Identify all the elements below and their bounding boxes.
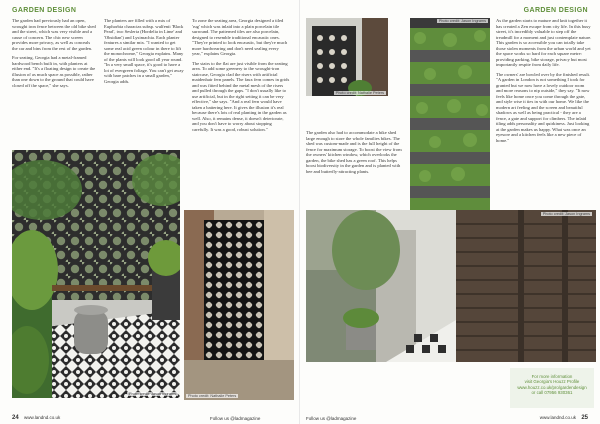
paragraph: To zone the seating area, Georgia designed a tiled 'rug' which was inlaid into a plain porcelain tile surround. The patterned tiles are also porcelain, designed to resemble traditional encaustic ones. "They're printed to look encaustic, but they're much more hardwearing and don't need sealing every year," explains Georgia. xyxy=(192,18,288,56)
paragraph: As the garden starts to mature and knit together it has created a Zen escape from city life. In this busy street, it's incredibly valuable to step off the treadmill for a moment and just contemplate nature. This garden is so accessible you can totally take those stolen moments from the urban world and yet the space works so hard for each square metre: providing parking, bike storage, privacy but most importantly respite from daily life. xyxy=(496,18,592,67)
paragraph: The planters are filled with a mix of Euphorbia characias subsp. wulfenii 'Black Pearl', two Sesleria (Hordelia in Lime' and 'Obsidian') and Lysimachia. Each planter features a similar mix. "I wanted to get some real acid green colour in there to lift the monochrome," Georgia explains. Many of the plants will look good all year round. "In a very small space, it's good to have a lot of evergreen foliage. You can't get away with bare patches in a small garden," Georgia adds. xyxy=(104,18,184,84)
right-column-1 xyxy=(306,130,404,178)
contact-info-box xyxy=(510,368,594,408)
right-footer xyxy=(540,415,588,421)
footer-follow[interactable]: Follow us @ladmagazine xyxy=(306,416,357,421)
section-label: GARDEN DESIGN xyxy=(523,7,588,14)
paragraph: The garden had previously had an open, wrought iron fence between the old bike shed and the street, which was very visible and a cause of concern. The chic new screen provides more privacy, as well as conceals the car and bins from the rest of the garden. xyxy=(12,18,96,51)
right-column-2 xyxy=(496,18,592,147)
paragraph: The garden also had to accommodate a bike shed large enough to store the whole families bikes. The shed was custom-made and is the full height of the fence for maximum storage. To boost the view from the owners' kitchen window, which overlooks the garden, the bike shed has a green roof. This helps boost biodiversity in the garden and is planted with bee and butterfly-attracting plants. xyxy=(306,130,402,174)
left-footer xyxy=(12,415,60,421)
right-page xyxy=(300,0,600,424)
paragraph: The owners' are bowled over by the finished result. "A garden in London is not something I took for granted but we now have a lovely outdoor room and more reasons to nip outside," they say. "It now feels like home once you come through the gate, and style wise it ties in with our home. We like the modern art feeling and the screen and beautiful shadows as well as being practical - they are a fence, a gate and support for climbers. The inlaid tiling adds personality and quirkiness. Just looking at the garden makes us happy. What was once an eyesore and a kitchen feels like a new piece of home." xyxy=(496,71,591,143)
fence-garden-photo xyxy=(306,210,596,362)
sidebar-link[interactable]: www.houzz.co.uk/pro/gardendesign xyxy=(517,384,587,390)
sidebar-line: visit Georgia's Houzz Profile xyxy=(524,379,580,385)
left-column-2 xyxy=(104,18,184,88)
photo-credit: Photo credit: Jason Ingrams xyxy=(128,392,176,396)
garden-seating-photo xyxy=(12,150,180,398)
sidebar-line: For more information xyxy=(531,374,573,379)
footer-url[interactable]: www.landnd.co.uk xyxy=(23,415,61,420)
section-label: GARDEN DESIGN xyxy=(12,7,77,14)
screen-gate-photo xyxy=(184,210,294,400)
sidebar-line: or call 07956 930361 xyxy=(531,390,573,396)
fern-risers-photo xyxy=(410,18,490,218)
shed-gate-photo xyxy=(306,18,388,96)
left-column-1 xyxy=(12,18,96,92)
page-number: 25 xyxy=(581,415,588,421)
photo-credit: Photo credit: Nathalie Peters xyxy=(188,394,237,398)
left-column-3 xyxy=(192,18,290,136)
photo-credit: Photo credit: Jason Ingrams xyxy=(542,212,590,216)
photo-credit: Photo credit: Jason Ingrams xyxy=(438,19,486,23)
paragraph: The stairs to the flat are just visible from the seating area. To add some greenery to the wrought-iron staircase, Georgia clad the risers with artificial maidenhair fern panels. The faux fern comes in grids and was fitted behind the metal mesh of the risers and pulled through the gaps. "I don't usually like to use artificial, but in the right setting it can be very effective," she says. "And a real fern would have taken a battering here. It gives the illusion it's real because there's lots of real planting in the garden as well. Also, it remains dense, it doesn't deteriorate, and you don't have to worry about stopping carefully. It was a good, robust solution." xyxy=(192,60,290,132)
photo-credit: Photo credit: Nathalie Peters xyxy=(335,91,384,95)
footer-follow[interactable]: Follow us @ladmagazine xyxy=(210,416,261,421)
page-number: 24 xyxy=(12,415,19,421)
paragraph: For seating, Georgia had a metal-framed hardwood bench built in, with planters at either end. "It's a floating design to create the illusion of as much space as possible, rather than one down to the ground that could have closed off the space," she says. xyxy=(12,55,96,88)
footer-url[interactable]: www.landnd.co.uk xyxy=(539,415,577,420)
